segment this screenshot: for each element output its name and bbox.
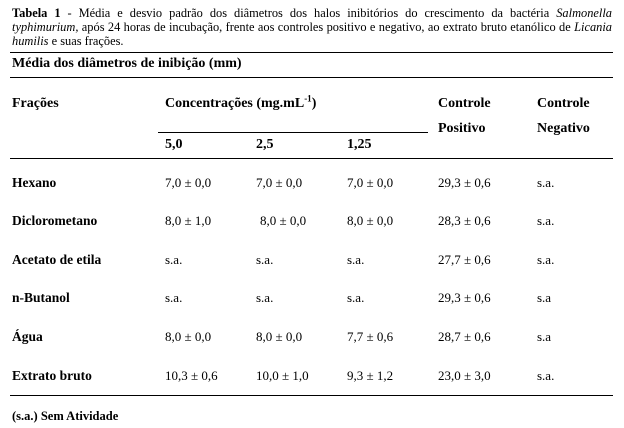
cell-conc-1-25: s.a.	[347, 290, 365, 305]
row-label: Água	[12, 329, 43, 344]
row-label: Acetato de etila	[12, 252, 102, 267]
row-label: n-Butanol	[12, 290, 70, 305]
cell-conc-2-5: s.a.	[256, 290, 274, 305]
cell-conc-5: 8,0 ± 1,0	[165, 213, 212, 228]
cell-positive-control: 27,7 ± 0,6	[438, 252, 491, 267]
caption-organism: Salmonella typhimurium,	[12, 6, 612, 34]
header-conc-2-5: 2,5	[256, 137, 274, 152]
row-label: Hexano	[12, 175, 57, 190]
row-label: Extrato bruto	[12, 368, 92, 383]
cell-conc-5: 8,0 ± 0,0	[165, 329, 212, 344]
cell-conc-2-5: s.a.	[256, 252, 274, 267]
table-caption	[12, 6, 612, 48]
rule-title	[10, 77, 613, 78]
table-footnote: (s.a.) Sem Atividade	[12, 409, 119, 423]
caption-text-3: e suas frações.	[48, 34, 124, 48]
rule-header	[10, 158, 613, 159]
cell-conc-1-25: 8,0 ± 0,0	[347, 213, 394, 228]
table-title: Média dos diâmetros de inibição (mm)	[12, 56, 242, 71]
caption-text-2: após 24 horas de incubação, frente aos controles positivo e negativo, ao extrato bruto etanólico de	[78, 20, 575, 34]
header-conc-5: 5,0	[165, 137, 183, 152]
header-fractions: Frações	[12, 96, 59, 111]
caption-label: Tabela 1	[12, 6, 61, 20]
cell-negative-control: s.a.	[537, 175, 555, 190]
cell-conc-5: 7,0 ± 0,0	[165, 175, 212, 190]
caption-text-1: Média e desvio padrão dos diâmetros dos halos inibitórios do crescimento da bactéria	[78, 6, 557, 20]
cell-positive-control: 29,3 ± 0,6	[438, 290, 491, 305]
cell-conc-1-25: s.a.	[347, 252, 365, 267]
header-positive-line1: Controle	[438, 96, 491, 111]
cell-positive-control: 28,7 ± 0,6	[438, 329, 491, 344]
cell-conc-5: s.a.	[165, 290, 183, 305]
rule-bottom	[10, 395, 613, 396]
cell-conc-2-5: 7,0 ± 0,0	[256, 175, 303, 190]
rule-top	[10, 52, 613, 53]
cell-positive-control: 29,3 ± 0,6	[438, 175, 491, 190]
header-negative-line1: Controle	[537, 96, 590, 111]
row-label: Diclorometano	[12, 213, 98, 228]
caption-separator: -	[60, 6, 79, 20]
cell-conc-1-25: 9,3 ± 1,2	[347, 368, 394, 383]
rule-concentrations	[158, 132, 428, 133]
cell-conc-1-25: 7,7 ± 0,6	[347, 329, 394, 344]
cell-negative-control: s.a	[537, 290, 552, 305]
cell-negative-control: s.a.	[537, 213, 555, 228]
header-negative-line2: Negativo	[537, 121, 590, 136]
cell-conc-5: s.a.	[165, 252, 183, 267]
cell-conc-2-5: 10,0 ± 1,0	[256, 368, 309, 383]
header-concentrations: Concentrações $(mg.mL^{-1})$	[165, 93, 317, 111]
cell-positive-control: 28,3 ± 0,6	[438, 213, 491, 228]
cell-conc-2-5: 8,0 ± 0,0	[256, 329, 303, 344]
cell-conc-2-5: 8,0 ± 0,0	[260, 213, 307, 228]
cell-conc-5: 10,3 ± 0,6	[165, 368, 218, 383]
cell-negative-control: s.a.	[537, 368, 555, 383]
cell-conc-1-25: 7,0 ± 0,0	[347, 175, 394, 190]
header-conc-1-25: 1,25	[347, 137, 372, 152]
cell-positive-control: 23,0 ± 3,0	[438, 368, 491, 383]
caption-plant: Licania humilis	[12, 20, 612, 48]
cell-negative-control: s.a	[537, 329, 552, 344]
header-positive-line2: Positivo	[438, 121, 486, 136]
cell-negative-control: s.a.	[537, 252, 555, 267]
